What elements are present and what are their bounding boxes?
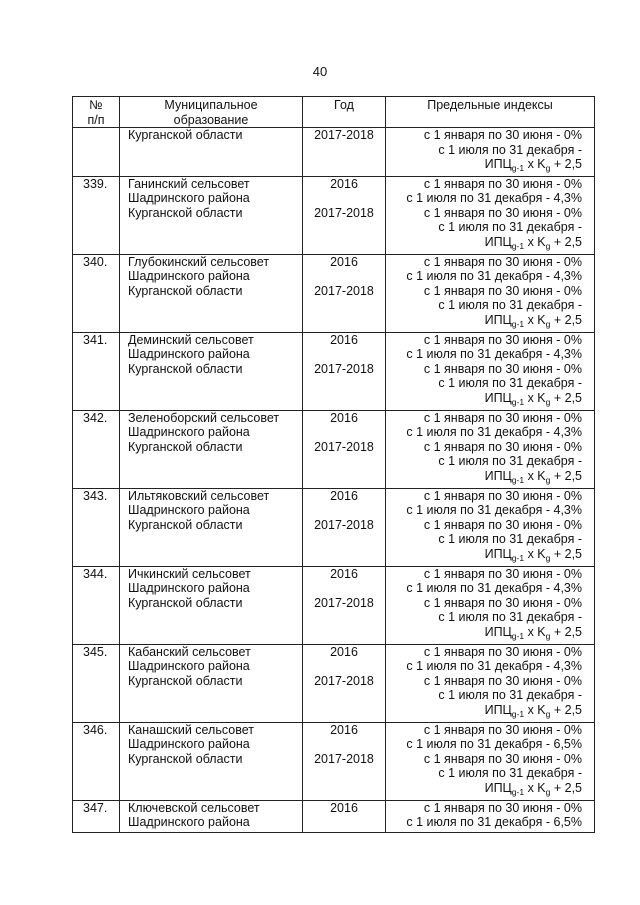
municipality-line: Шадринского района bbox=[128, 737, 250, 751]
year-value: 2017-2018 bbox=[314, 361, 374, 376]
header-number bbox=[73, 97, 120, 128]
header-municipality-line: образование bbox=[173, 112, 249, 127]
year-value: 2017-2018 bbox=[314, 673, 374, 688]
header-number-line: п/п bbox=[87, 112, 105, 127]
formula-base: ИПЦ bbox=[484, 468, 512, 483]
index-line: с 1 января по 30 июня - 0% bbox=[423, 205, 582, 220]
year-value: 2016 bbox=[330, 488, 358, 503]
municipality-line: Шадринского района bbox=[128, 347, 250, 361]
year-spacer bbox=[303, 659, 385, 674]
header-municipality bbox=[120, 97, 303, 128]
year-cell bbox=[303, 800, 386, 832]
year-value: 2017-2018 bbox=[314, 128, 374, 142]
index-line: с 1 января по 30 июня - 0% bbox=[423, 332, 582, 347]
index-line: с 1 июля по 31 декабря - 4,3% bbox=[406, 503, 582, 517]
formula-subscript: g-1 bbox=[511, 474, 525, 485]
index-line: с 1 января по 30 июня - 0% bbox=[423, 566, 582, 581]
index-formula bbox=[386, 469, 582, 488]
year-value: 2017-2018 bbox=[314, 439, 374, 454]
index-line: с 1 июля по 31 декабря - 4,3% bbox=[406, 581, 582, 595]
table-row bbox=[73, 644, 595, 722]
table-row bbox=[73, 800, 595, 832]
municipality-cell bbox=[120, 128, 303, 177]
formula-base: ИПЦ bbox=[484, 546, 512, 561]
municipality-line: Курганской области bbox=[128, 517, 243, 532]
formula-tail: + 2,5 bbox=[550, 390, 582, 405]
index-line: с 1 июля по 31 декабря - bbox=[438, 766, 582, 780]
index-line: с 1 июля по 31 декабря - 6,5% bbox=[406, 737, 582, 751]
index-formula bbox=[386, 781, 582, 800]
formula-tail: + 2,5 bbox=[550, 624, 582, 639]
header-municipality-line: Муниципальное bbox=[164, 98, 258, 112]
year-value: 2017-2018 bbox=[314, 517, 374, 532]
index-line: с 1 июля по 31 декабря - bbox=[438, 610, 582, 624]
formula-base: ИПЦ bbox=[484, 780, 512, 795]
formula-tail: + 2,5 bbox=[550, 234, 582, 249]
formula-middle: x K bbox=[524, 702, 546, 717]
row-number: 342. bbox=[73, 410, 120, 488]
index-line: с 1 июля по 31 декабря - 4,3% bbox=[406, 659, 582, 673]
year-spacer bbox=[303, 269, 385, 284]
index-line: с 1 июля по 31 декабря - bbox=[438, 454, 582, 468]
row-number: 340. bbox=[73, 254, 120, 332]
municipality-line: Курганской области bbox=[128, 283, 243, 298]
table-row bbox=[73, 176, 595, 254]
formula-subscript: g-1 bbox=[511, 786, 525, 797]
formula-tail: + 2,5 bbox=[550, 780, 582, 795]
page-number: 40 bbox=[312, 64, 328, 79]
table-row bbox=[73, 566, 595, 644]
formula-base: ИПЦ bbox=[484, 312, 512, 327]
year-value: 2016 bbox=[330, 722, 358, 737]
row-number: 345. bbox=[73, 644, 120, 722]
index-cell bbox=[386, 644, 595, 722]
municipality-line: Зеленоборский сельсовет bbox=[128, 410, 280, 425]
index-line: с 1 января по 30 июня - 0% bbox=[423, 644, 582, 659]
row-number: 341. bbox=[73, 332, 120, 410]
year-cell bbox=[303, 332, 386, 410]
year-cell bbox=[303, 488, 386, 566]
index-formula bbox=[386, 625, 582, 644]
index-line: с 1 января по 30 июня - 0% bbox=[423, 410, 582, 425]
formula-subscript: g-1 bbox=[511, 630, 525, 641]
formula-base: ИПЦ bbox=[484, 234, 512, 249]
index-line: с 1 января по 30 июня - 0% bbox=[423, 176, 582, 191]
formula-tail: + 2,5 bbox=[550, 312, 582, 327]
municipality-cell bbox=[120, 488, 303, 566]
formula-subscript: g-1 bbox=[511, 552, 525, 563]
municipality-line: Ганинский сельсовет bbox=[128, 176, 250, 191]
index-cell bbox=[386, 566, 595, 644]
municipality-line: Шадринского района bbox=[128, 503, 250, 517]
index-line: с 1 января по 30 июня - 0% bbox=[423, 722, 582, 737]
year-cell bbox=[303, 410, 386, 488]
formula-subscript: g-1 bbox=[511, 318, 525, 329]
index-line: с 1 июля по 31 декабря - bbox=[438, 298, 582, 312]
year-spacer bbox=[303, 581, 385, 596]
municipality-line: Деминский сельсовет bbox=[128, 332, 254, 347]
tariff-index-table bbox=[72, 96, 595, 833]
year-value: 2016 bbox=[330, 254, 358, 269]
formula-middle: x K bbox=[524, 780, 546, 795]
index-line: с 1 января по 30 июня - 0% bbox=[423, 751, 582, 766]
formula-middle: x K bbox=[524, 312, 546, 327]
header-year: Год bbox=[303, 97, 386, 128]
row-number: 343. bbox=[73, 488, 120, 566]
index-line: с 1 января по 30 июня - 0% bbox=[423, 283, 582, 298]
index-line: с 1 июля по 31 декабря - bbox=[438, 532, 582, 546]
municipality-line: Ключевской сельсовет bbox=[128, 800, 260, 815]
municipality-line: Глубокинский сельсовет bbox=[128, 254, 270, 269]
formula-middle: x K bbox=[524, 390, 546, 405]
year-cell bbox=[303, 128, 386, 177]
year-value: 2016 bbox=[330, 800, 358, 815]
year-spacer bbox=[303, 503, 385, 518]
formula-base: ИПЦ bbox=[484, 157, 512, 171]
year-cell bbox=[303, 644, 386, 722]
formula-base: ИПЦ bbox=[484, 624, 512, 639]
municipality-line: Ильтяковский сельсовет bbox=[128, 488, 270, 503]
formula-subscript: g bbox=[545, 552, 551, 563]
formula-middle: x K bbox=[524, 624, 546, 639]
index-line: с 1 июля по 31 декабря - 4,3% bbox=[406, 425, 582, 439]
row-number: 347. bbox=[73, 800, 120, 832]
index-cell bbox=[386, 332, 595, 410]
formula-tail: + 2,5 bbox=[550, 157, 582, 171]
formula-subscript: g bbox=[545, 396, 551, 407]
municipality-line: Курганской области bbox=[128, 673, 243, 688]
year-cell bbox=[303, 176, 386, 254]
index-line: с 1 июля по 31 декабря - 6,5% bbox=[406, 815, 582, 829]
index-cell bbox=[386, 722, 595, 800]
index-formula bbox=[386, 235, 582, 254]
municipality-line: Ичкинский сельсовет bbox=[128, 566, 251, 581]
formula-middle: x K bbox=[524, 546, 546, 561]
municipality-line: Шадринского района bbox=[128, 191, 250, 205]
municipality-line: Шадринского района bbox=[128, 425, 250, 439]
municipality-cell bbox=[120, 410, 303, 488]
row-number: 344. bbox=[73, 566, 120, 644]
formula-subscript: g-1 bbox=[511, 240, 525, 251]
formula-middle: x K bbox=[524, 468, 546, 483]
municipality-line: Кабанский сельсовет bbox=[128, 644, 251, 659]
year-cell bbox=[303, 254, 386, 332]
year-value: 2016 bbox=[330, 566, 358, 581]
year-value: 2016 bbox=[330, 332, 358, 347]
year-value: 2016 bbox=[330, 410, 358, 425]
formula-tail: + 2,5 bbox=[550, 468, 582, 483]
formula-subscript: g bbox=[545, 474, 551, 485]
index-line: с 1 января по 30 июня - 0% bbox=[423, 517, 582, 532]
index-line: с 1 января по 30 июня - 0% bbox=[423, 361, 582, 376]
index-line: с 1 июля по 31 декабря - 4,3% bbox=[406, 269, 582, 283]
index-line: с 1 января по 30 июня - 0% bbox=[423, 595, 582, 610]
municipality-line: Курганской области bbox=[128, 205, 243, 220]
municipality-cell bbox=[120, 644, 303, 722]
index-line: с 1 января по 30 июня - 0% bbox=[423, 673, 582, 688]
formula-middle: x K bbox=[524, 157, 546, 171]
index-formula bbox=[386, 391, 582, 410]
year-value: 2017-2018 bbox=[314, 283, 374, 298]
index-cell bbox=[386, 176, 595, 254]
formula-base: ИПЦ bbox=[484, 390, 512, 405]
index-cell bbox=[386, 128, 595, 177]
municipality-line: Курганской области bbox=[128, 439, 243, 454]
formula-middle: x K bbox=[524, 234, 546, 249]
formula-subscript: g-1 bbox=[511, 396, 525, 407]
index-line: с 1 января по 30 июня - 0% bbox=[423, 800, 582, 815]
formula-tail: + 2,5 bbox=[550, 546, 582, 561]
index-line: с 1 января по 30 июня - 0% bbox=[423, 254, 582, 269]
year-value: 2017-2018 bbox=[314, 595, 374, 610]
municipality-line: Курганской области bbox=[128, 128, 243, 142]
municipality-cell bbox=[120, 176, 303, 254]
index-line: с 1 июля по 31 декабря - 4,3% bbox=[406, 191, 582, 205]
table-header-row bbox=[73, 97, 595, 128]
index-cell bbox=[386, 800, 595, 832]
index-cell bbox=[386, 488, 595, 566]
formula-subscript: g-1 bbox=[511, 708, 525, 719]
row-number bbox=[73, 128, 120, 177]
index-line: с 1 января по 30 июня - 0% bbox=[423, 128, 582, 142]
header-indices: Предельные индексы bbox=[386, 97, 595, 128]
municipality-line: Шадринского района bbox=[128, 581, 250, 595]
year-spacer bbox=[303, 425, 385, 440]
index-line: с 1 июля по 31 декабря - bbox=[438, 376, 582, 390]
table-row bbox=[73, 722, 595, 800]
formula-subscript: g bbox=[545, 708, 551, 719]
table-row-continuation bbox=[73, 128, 595, 177]
index-cell bbox=[386, 410, 595, 488]
year-cell bbox=[303, 722, 386, 800]
municipality-cell bbox=[120, 332, 303, 410]
table-row bbox=[73, 410, 595, 488]
municipality-line: Шадринского района bbox=[128, 659, 250, 673]
year-value: 2017-2018 bbox=[314, 751, 374, 766]
row-number: 346. bbox=[73, 722, 120, 800]
municipality-line: Канашский сельсовет bbox=[128, 722, 254, 737]
index-formula bbox=[386, 703, 582, 722]
formula-subscript: g bbox=[545, 786, 551, 797]
index-line: с 1 июля по 31 декабря - 4,3% bbox=[406, 347, 582, 361]
year-spacer bbox=[303, 347, 385, 362]
index-line: с 1 июля по 31 декабря - bbox=[438, 220, 582, 234]
index-formula bbox=[386, 313, 582, 332]
index-line: с 1 января по 30 июня - 0% bbox=[423, 488, 582, 503]
municipality-line: Шадринского района bbox=[128, 815, 250, 829]
table-row bbox=[73, 332, 595, 410]
formula-subscript: g bbox=[545, 318, 551, 329]
year-value: 2016 bbox=[330, 176, 358, 191]
index-line: с 1 июля по 31 декабря - bbox=[438, 688, 582, 702]
header-number-line: № bbox=[89, 98, 103, 112]
index-formula bbox=[386, 157, 582, 176]
table-row bbox=[73, 488, 595, 566]
index-line: с 1 января по 30 июня - 0% bbox=[423, 439, 582, 454]
row-number: 339. bbox=[73, 176, 120, 254]
index-line: с 1 июля по 31 декабря - bbox=[438, 142, 582, 157]
formula-subscript: g bbox=[545, 630, 551, 641]
index-cell bbox=[386, 254, 595, 332]
formula-base: ИПЦ bbox=[484, 702, 512, 717]
municipality-cell bbox=[120, 254, 303, 332]
formula-subscript: g bbox=[545, 163, 551, 173]
year-spacer bbox=[303, 737, 385, 752]
municipality-line: Курганской области bbox=[128, 595, 243, 610]
year-value: 2016 bbox=[330, 644, 358, 659]
year-spacer bbox=[303, 191, 385, 206]
table-row bbox=[73, 254, 595, 332]
municipality-line: Курганской области bbox=[128, 361, 243, 376]
municipality-cell bbox=[120, 566, 303, 644]
index-formula bbox=[386, 547, 582, 566]
municipality-cell bbox=[120, 722, 303, 800]
formula-subscript: g-1 bbox=[511, 163, 525, 173]
year-value: 2017-2018 bbox=[314, 205, 374, 220]
formula-subscript: g bbox=[545, 240, 551, 251]
year-cell bbox=[303, 566, 386, 644]
municipality-cell bbox=[120, 800, 303, 832]
municipality-line: Курганской области bbox=[128, 751, 243, 766]
municipality-line: Шадринского района bbox=[128, 269, 250, 283]
formula-tail: + 2,5 bbox=[550, 702, 582, 717]
